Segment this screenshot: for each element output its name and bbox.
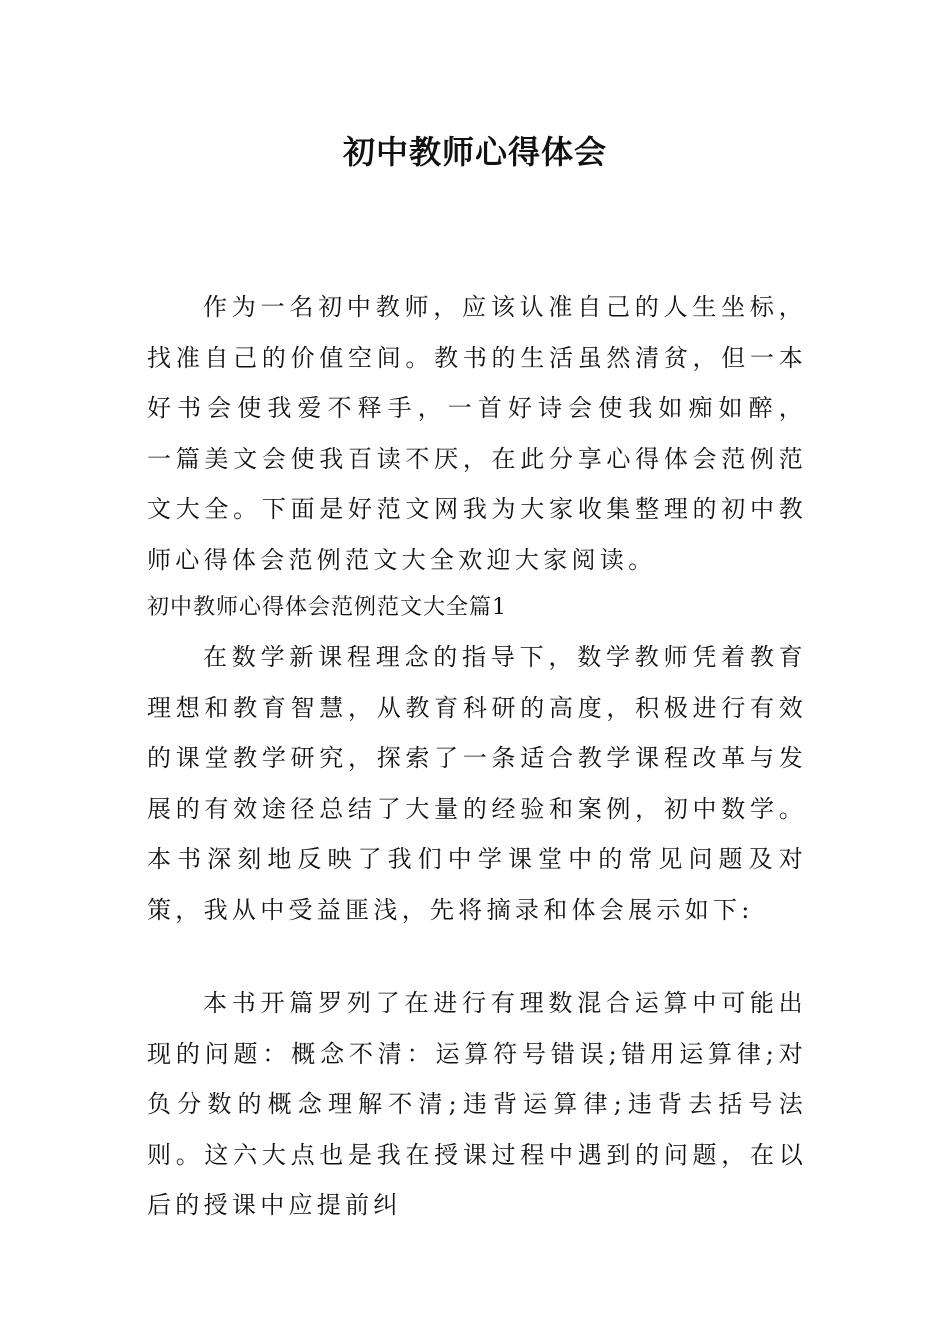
document-title: 初中教师心得体会 [342, 133, 607, 171]
intro-paragraph: 作为一名初中教师，应该认准自己的人生坐标，找准自己的价值空间。教书的生活虽然清贫，但一本好书会使我爱不释手，一首好诗会使我如痴如醉， 一篇美文会使我百读不厌，在此分享心得体会范例范文大全。下面是好范文网我为大家收集整理的初中教师心得体会范例范文大全欢迎大家阅读。 [147, 293, 807, 574]
section-heading: 初中教师心得体会范例范文大全篇1 [147, 595, 507, 620]
body-paragraph-2: 本书开篇罗列了在进行有理数混合运算中可能出现的问题：概念不清：运算符号错误;错用运算律;对负分数的概念理解不清;违背运算律;违背去括号法则。这六大点也是我在授课过程中遇到的问题，在以后的授课中应提前纠 [147, 989, 807, 1219]
body-paragraph-1: 在数学新课程理念的指导下，数学教师凭着教育理想和教育智慧，从教育科研的高度，积极进行有效的课堂教学研究，探索了一条适合教学课程改革与发展的有效途径总结了大量的经验和案例，初中数学。本书深刻地反映了我们中学课堂中的常见问题及对策，我从中受益匪浅，先将摘录和体会展示如下: [147, 643, 807, 924]
